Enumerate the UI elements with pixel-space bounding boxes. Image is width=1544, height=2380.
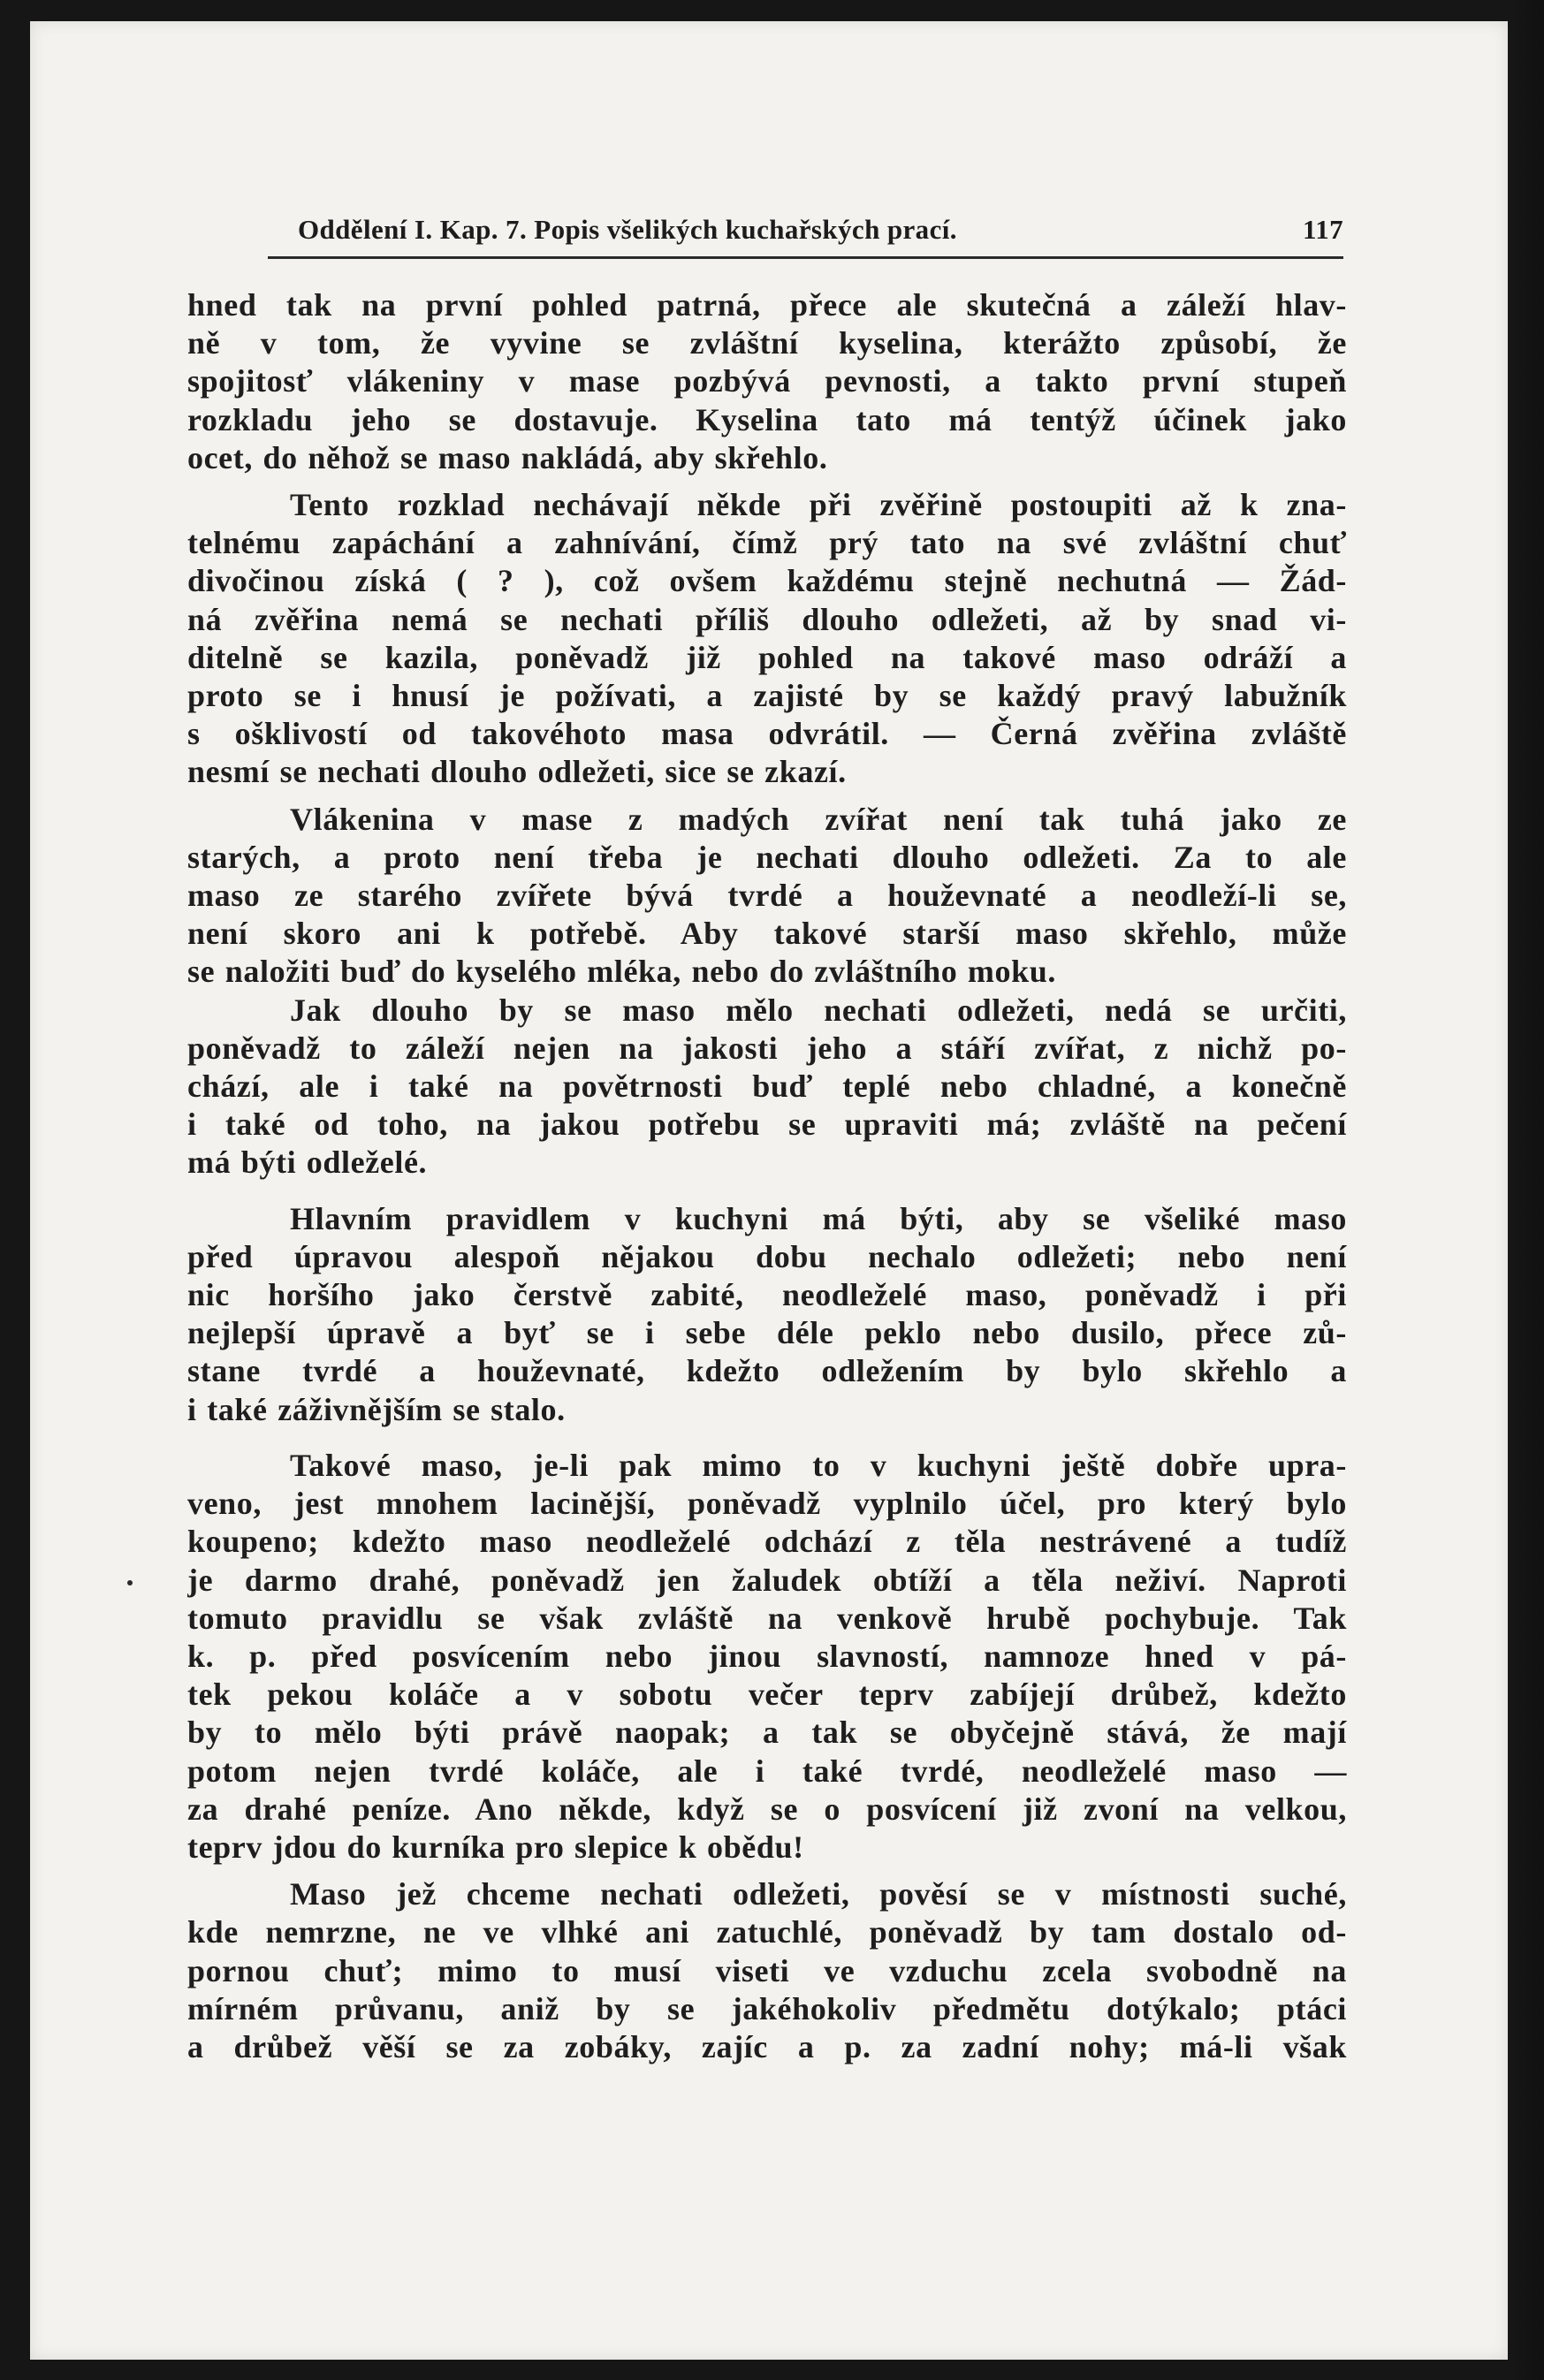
text-line: hned tak na první pohled patrná, přece ale skutečná a záleží hlav- (187, 287, 1347, 323)
text-line: Jak dlouho by se maso mělo nechati odležeti, nedá se určiti, (290, 992, 1347, 1028)
text-line: teprv jdou do kurníka pro slepice k obědu! (187, 1829, 804, 1865)
text-line: a drůbež věší se za zobáky, zajíc a p. za zadní nohy; má-li však (187, 2028, 1347, 2064)
text-line: ná zvěřina nemá se nechati příliš dlouho odležeti, až by snad vi- (187, 601, 1347, 637)
book-page (30, 21, 1508, 2360)
text-line: divočinou získá ( ? ), což ovšem každému stejně nechutná — Žád- (187, 563, 1347, 599)
text-line: chází, ale i také na povětrnosti buď teplé nebo chladné, a konečně (187, 1068, 1347, 1105)
text-line: by to mělo býti právě naopak; a tak se obyčejně stává, že mají (187, 1715, 1347, 1751)
text-line: stane tvrdé a houževnaté, kdežto odležením by bylo skřehlo a (187, 1353, 1347, 1389)
text-line: nic horšího jako čerstvě zabité, neodleželé maso, poněvadž i při (187, 1277, 1347, 1313)
margin-dot (127, 1580, 133, 1585)
text-line: má býti odleželé. (187, 1144, 428, 1181)
text-line: mírném průvanu, aniž by se jakéhokoliv předmětu dotýkalo; ptáci (187, 1990, 1347, 2026)
running-header (268, 212, 1343, 259)
text-line: maso ze starého zvířete bývá tvrdé a houževnaté a neodleží-li se, (187, 878, 1347, 914)
paragraph (187, 286, 1347, 477)
paragraph (187, 992, 1347, 1182)
text-line: telnému zapáchání a zahnívání, čímž prý tato na své zvláštní chuť (187, 525, 1347, 561)
text-line: nejlepší úpravě a byť se i sebe déle peklo nebo dusilo, přece zů- (187, 1315, 1347, 1351)
text-line: ditelně se kazila, poněvadž již pohled na takové maso odráží a (187, 639, 1347, 675)
text-line: kde nemrzne, ne ve vlhké ani zatuchlé, poněvadž by tam dostalo od- (187, 1914, 1347, 1950)
text-line: i také od toho, na jakou potřebu se upraviti má; zvláště na pečení (187, 1106, 1347, 1143)
text-line: rozkladu jeho se dostavuje. Kyselina tato má tentýž účinek jako (187, 401, 1347, 437)
text-line: i také záživnějším se stalo. (187, 1391, 566, 1427)
text-line: Tento rozklad nechávají někde při zvěřině postoupiti až k zna- (290, 487, 1347, 523)
text-line: Takové maso, je-li pak mimo to v kuchyni ještě dobře upra- (290, 1447, 1347, 1483)
text-line: Vlákenina v mase z madých zvířat není tak tuhá jako ze (290, 801, 1347, 837)
text-line: není skoro ani k potřebě. Aby takové starší maso skřehlo, může (187, 916, 1347, 952)
text-line: Hlavním pravidlem v kuchyni má býti, aby se všeliké maso (290, 1200, 1347, 1236)
text-line: Maso jež chceme nechati odležeti, pověsí se v místnosti suché, (290, 1876, 1347, 1912)
paragraph (187, 1200, 1347, 1429)
body-text (187, 286, 1347, 2066)
text-line: před úpravou alespoň nějakou dobu nechalo odležeti; nebo není (187, 1238, 1347, 1274)
text-line: k. p. před posvícením nebo jinou slavností, namnoze hned v pá- (187, 1638, 1347, 1674)
page-number: 117 (1303, 214, 1343, 245)
text-line: nesmí se nechati dlouho odležeti, sice se zkazí. (187, 754, 847, 790)
paragraph (187, 801, 1347, 992)
text-line: potom nejen tvrdé koláče, ale i také tvrdé, neodleželé maso — (187, 1753, 1347, 1789)
text-line: ocet, do něhož se maso nakládá, aby skřehlo. (187, 439, 828, 475)
text-line: s ošklivostí od takovéhoto masa odvrátil. — Černá zvěřina zvláště (187, 716, 1347, 752)
text-line: starých, a proto není třeba je nechati dlouho odležeti. Za to ale (187, 839, 1347, 875)
text-line: za drahé peníze. Ano někde, když se o posvícení již zvoní na velkou, (187, 1791, 1347, 1827)
text-line: proto se i hnusí je požívati, a zajisté by se každý pravý labužník (187, 678, 1347, 714)
text-line: spojitosť vlákeniny v mase pozbývá pevnosti, a takto první stupeň (187, 363, 1347, 399)
text-line: veno, jest mnohem lacinější, poněvadž vyplnilo účel, pro který bylo (187, 1486, 1347, 1522)
text-line: pornou chuť; mimo to musí viseti ve vzduchu zcela svobodně na (187, 1952, 1347, 1988)
text-line: je darmo drahé, poněvadž jen žaludek obtíží a těla neživí. Naproti (187, 1562, 1347, 1598)
paragraph (187, 1875, 1347, 2066)
header-title: Oddělení I. Kap. 7. Popis všelikých kuchařských prací. (298, 214, 957, 245)
text-line: tomuto pravidlu se však zvláště na venkově hrubě pochybuje. Tak (187, 1600, 1347, 1636)
text-line: se naložiti buď do kyselého mléka, nebo do zvláštního moku. (187, 954, 1056, 990)
paragraph (187, 486, 1347, 792)
text-line: koupeno; kdežto maso neodleželé odchází z těla nestrávené a tudíž (187, 1524, 1347, 1560)
text-line: tek pekou koláče a v sobotu večer teprv zabíjejí drůbež, kdežto (187, 1677, 1347, 1713)
binding-shadow (1509, 0, 1544, 2380)
text-line: poněvadž to záleží nejen na jakosti jeho a stáří zvířat, z nichž po- (187, 1030, 1347, 1066)
paragraph (187, 1447, 1347, 1867)
text-line: ně v tom, že vyvine se zvláštní kyselina, kterážto způsobí, že (187, 325, 1347, 361)
